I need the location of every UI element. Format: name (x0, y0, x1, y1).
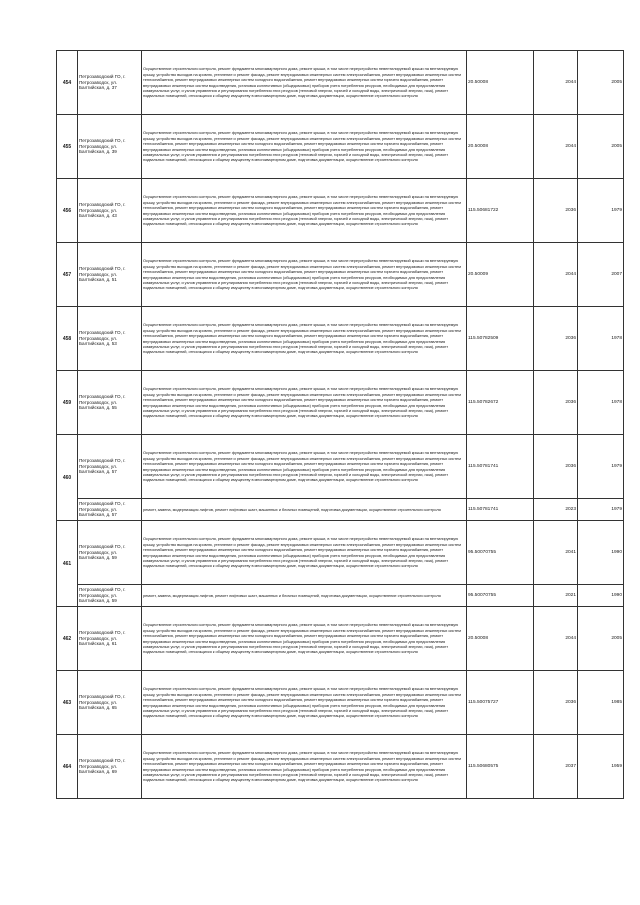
table-row (57, 735, 624, 799)
planned-year-cell: 2036 (534, 671, 578, 735)
cost-cell: 20.50008 (467, 51, 534, 115)
row-number: 464 (57, 735, 78, 799)
planned-year-cell: 2044 (534, 243, 578, 307)
works-cell: Осуществление строительного контроля, ремонт фундамента многоквартирного дома, ремонт крыши, в том числе переустройство невентилируемой крыши на вентилируемую крышу, устройство выходов на кровлю, утепление и ремонт фасада, ремонт внутридомовых инженерных систем электроснабжения, ремонт внутридомовых инженерных систем теплоснабжения, ремонт внутридомовых инженерных систем холодного водоснабжения, ремонт внутридомовых инженерных систем горячего водоснабжения, ремонт внутридомовых инженерных систем водоотведения, установка коллективных (общедомовых) приборов учета потребления ресурсов, необходимых для предоставления коммунальных услуг, и узлов управления и регулирования потребления этих ресурсов (тепловой энергии, горячей и холодной воды, электрической энергии, газа), ремонт подвальных помещений, относящихся к общему имуществу в многоквартирном доме, подготовка документации, осуществление строительного контроля (142, 243, 467, 307)
cost-cell: 95.50070755 (467, 521, 534, 585)
built-year-cell: 1959 (578, 735, 624, 799)
built-year-cell: 1985 (578, 671, 624, 735)
works-cell: Осуществление строительного контроля, ремонт фундамента многоквартирного дома, ремонт крыши, в том числе переустройство невентилируемой крыши на вентилируемую крышу, устройство выходов на кровлю, утепление и ремонт фасада, ремонт внутридомовых инженерных систем электроснабжения, ремонт внутридомовых инженерных систем теплоснабжения, ремонт внутридомовых инженерных систем холодного водоснабжения, ремонт внутридомовых инженерных систем горячего водоснабжения, ремонт внутридомовых инженерных систем водоотведения, установка коллективных (общедомовых) приборов учета потребления ресурсов, необходимых для предоставления коммунальных услуг, и узлов управления и регулирования потребления этих ресурсов (тепловой энергии, горячей и холодной воды, электрической энергии, газа), ремонт подвальных помещений, относящихся к общему имуществу в многоквартирном доме, подготовка документации, осуществление строительного контроля (142, 371, 467, 435)
table-row (57, 585, 624, 607)
built-year-cell: 1990 (578, 585, 624, 607)
address-cell: Петрозаводский ГО, г. Петрозаводск, ул. Балтийская, д. 59 (78, 585, 142, 607)
row-number: 454 (57, 51, 78, 115)
works-cell: ремонт, замена, модернизация лифтов, ремонт лифтовых шахт, машинных и блочных помещений, подготовка документации, осуществление строительного контроля (142, 585, 467, 607)
row-number: 461 (57, 521, 78, 607)
works-cell: Осуществление строительного контроля, ремонт фундамента многоквартирного дома, ремонт крыши, в том числе переустройство невентилируемой крыши на вентилируемую крышу, устройство выходов на кровлю, утепление и ремонт фасада, ремонт внутридомовых инженерных систем электроснабжения, ремонт внутридомовых инженерных систем теплоснабжения, ремонт внутридомовых инженерных систем холодного водоснабжения, ремонт внутридомовых инженерных систем горячего водоснабжения, ремонт внутридомовых инженерных систем водоотведения, установка коллективных (общедомовых) приборов учета потребления ресурсов, необходимых для предоставления коммунальных услуг, и узлов управления и регулирования потребления этих ресурсов (тепловой энергии, горячей и холодной воды, электрической энергии, газа), ремонт подвальных помещений, относящихся к общему имуществу в многоквартирном доме, подготовка документации, осуществление строительного контроля (142, 607, 467, 671)
cost-cell: 115.50781741 (467, 499, 534, 521)
built-year-cell: 1978 (578, 371, 624, 435)
planned-year-cell: 2044 (534, 115, 578, 179)
planned-year-cell: 2037 (534, 735, 578, 799)
built-year-cell: 1979 (578, 179, 624, 243)
works-cell: Осуществление строительного контроля, ремонт фундамента многоквартирного дома, ремонт крыши, в том числе переустройство невентилируемой крыши на вентилируемую крышу, устройство выходов на кровлю, утепление и ремонт фасада, ремонт внутридомовых инженерных систем электроснабжения, ремонт внутридомовых инженерных систем теплоснабжения, ремонт внутридомовых инженерных систем холодного водоснабжения, ремонт внутридомовых инженерных систем горячего водоснабжения, ремонт внутридомовых инженерных систем водоотведения, установка коллективных (общедомовых) приборов учета потребления ресурсов, необходимых для предоставления коммунальных услуг, и узлов управления и регулирования потребления этих ресурсов (тепловой энергии, горячей и холодной воды, электрической энергии, газа), ремонт подвальных помещений, относящихся к общему имуществу в многоквартирном доме, подготовка документации, осуществление строительного контроля (142, 735, 467, 799)
works-cell: Осуществление строительного контроля, ремонт фундамента многоквартирного дома, ремонт крыши, в том числе переустройство невентилируемой крыши на вентилируемую крышу, устройство выходов на кровлю, утепление и ремонт фасада, ремонт внутридомовых инженерных систем электроснабжения, ремонт внутридомовых инженерных систем теплоснабжения, ремонт внутридомовых инженерных систем холодного водоснабжения, ремонт внутридомовых инженерных систем горячего водоснабжения, ремонт внутридомовых инженерных систем водоотведения, установка коллективных (общедомовых) приборов учета потребления ресурсов, необходимых для предоставления коммунальных услуг, и узлов управления и регулирования потребления этих ресурсов (тепловой энергии, горячей и холодной воды, электрической энергии, газа), ремонт подвальных помещений, относящихся к общему имуществу в многоквартирном доме, подготовка документации, осуществление строительного контроля (142, 51, 467, 115)
address-cell: Петрозаводский ГО, г. Петрозаводск, ул. Балтийская, д. 59 (78, 521, 142, 585)
table-row (57, 499, 624, 521)
table-row (57, 607, 624, 671)
planned-year-cell: 2036 (534, 307, 578, 371)
planned-year-cell: 2036 (534, 371, 578, 435)
row-number: 458 (57, 307, 78, 371)
table-row (57, 521, 624, 585)
address-cell: Петрозаводский ГО, г. Петрозаводск, ул. Балтийская, д. 57 (78, 435, 142, 499)
built-year-cell: 1979 (578, 435, 624, 499)
planned-year-cell: 2041 (534, 521, 578, 585)
address-cell: Петрозаводский ГО, г. Петрозаводск, ул. Балтийская, д. 65 (78, 671, 142, 735)
row-number: 459 (57, 371, 78, 435)
address-cell: Петрозаводский ГО, г. Петрозаводск, ул. Балтийская, д. 53 (78, 307, 142, 371)
table-row (57, 435, 624, 499)
works-cell: Осуществление строительного контроля, ремонт фундамента многоквартирного дома, ремонт крыши, в том числе переустройство невентилируемой крыши на вентилируемую крышу, устройство выходов на кровлю, утепление и ремонт фасада, ремонт внутридомовых инженерных систем электроснабжения, ремонт внутридомовых инженерных систем теплоснабжения, ремонт внутридомовых инженерных систем холодного водоснабжения, ремонт внутридомовых инженерных систем горячего водоснабжения, ремонт внутридомовых инженерных систем водоотведения, установка коллективных (общедомовых) приборов учета потребления ресурсов, необходимых для предоставления коммунальных услуг, и узлов управления и регулирования потребления этих ресурсов (тепловой энергии, горячей и холодной воды, электрической энергии, газа), ремонт подвальных помещений, относящихся к общему имуществу в многоквартирном доме, подготовка документации, осуществление строительного контроля (142, 671, 467, 735)
cost-cell: 20.50009 (467, 243, 534, 307)
built-year-cell: 2005 (578, 607, 624, 671)
address-cell: Петрозаводский ГО, г. Петрозаводск, ул. Балтийская, д. 57 (78, 499, 142, 521)
built-year-cell: 2007 (578, 243, 624, 307)
planned-year-cell: 2036 (534, 179, 578, 243)
address-cell: Петрозаводский ГО, г. Петрозаводск, ул. Балтийская, д. 37 (78, 51, 142, 115)
cost-cell: 115.50681722 (467, 179, 534, 243)
planned-year-cell: 2036 (534, 435, 578, 499)
row-number: 463 (57, 671, 78, 735)
cost-cell: 20.50008 (467, 607, 534, 671)
works-cell: Осуществление строительного контроля, ремонт фундамента многоквартирного дома, ремонт крыши, в том числе переустройство невентилируемой крыши на вентилируемую крышу, устройство выходов на кровлю, утепление и ремонт фасада, ремонт внутридомовых инженерных систем электроснабжения, ремонт внутридомовых инженерных систем теплоснабжения, ремонт внутридомовых инженерных систем холодного водоснабжения, ремонт внутридомовых инженерных систем горячего водоснабжения, ремонт внутридомовых инженерных систем водоотведения, установка коллективных (общедомовых) приборов учета потребления ресурсов, необходимых для предоставления коммунальных услуг, и узлов управления и регулирования потребления этих ресурсов (тепловой энергии, горячей и холодной воды, электрической энергии, газа), ремонт подвальных помещений, относящихся к общему имуществу в многоквартирном доме, подготовка документации, осуществление строительного контроля (142, 307, 467, 371)
works-cell: Осуществление строительного контроля, ремонт фундамента многоквартирного дома, ремонт крыши, в том числе переустройство невентилируемой крыши на вентилируемую крышу, устройство выходов на кровлю, утепление и ремонт фасада, ремонт внутридомовых инженерных систем электроснабжения, ремонт внутридомовых инженерных систем теплоснабжения, ремонт внутридомовых инженерных систем холодного водоснабжения, ремонт внутридомовых инженерных систем горячего водоснабжения, ремонт внутридомовых инженерных систем водоотведения, установка коллективных (общедомовых) приборов учета потребления ресурсов, необходимых для предоставления коммунальных услуг, и узлов управления и регулирования потребления этих ресурсов (тепловой энергии, горячей и холодной воды, электрической энергии, газа), ремонт подвальных помещений, относящихся к общему имуществу в многоквартирном доме, подготовка документации, осуществление строительного контроля (142, 179, 467, 243)
document-page (56, 50, 622, 799)
address-cell: Петрозаводский ГО, г. Петрозаводск, ул. Балтийская, д. 55 (78, 371, 142, 435)
cost-cell: 115.50782672 (467, 371, 534, 435)
cost-cell: 115.50781741 (467, 435, 534, 499)
row-number: 460 (57, 435, 78, 521)
address-cell: Петрозаводский ГО, г. Петрозаводск, ул. Балтийская, д. 39 (78, 115, 142, 179)
planned-year-cell: 2044 (534, 607, 578, 671)
address-cell: Петрозаводский ГО, г. Петрозаводск, ул. Балтийская, д. 61 (78, 607, 142, 671)
built-year-cell: 2005 (578, 115, 624, 179)
address-cell: Петрозаводский ГО, г. Петрозаводск, ул. Балтийская, д. 51 (78, 243, 142, 307)
address-cell: Петрозаводский ГО, г. Петрозаводск, ул. Балтийская, д. 43 (78, 179, 142, 243)
built-year-cell: 1990 (578, 521, 624, 585)
built-year-cell: 1978 (578, 307, 624, 371)
row-number: 456 (57, 179, 78, 243)
table-row (57, 115, 624, 179)
works-cell: Осуществление строительного контроля, ремонт фундамента многоквартирного дома, ремонт крыши, в том числе переустройство невентилируемой крыши на вентилируемую крышу, устройство выходов на кровлю, утепление и ремонт фасада, ремонт внутридомовых инженерных систем электроснабжения, ремонт внутридомовых инженерных систем теплоснабжения, ремонт внутридомовых инженерных систем холодного водоснабжения, ремонт внутридомовых инженерных систем горячего водоснабжения, ремонт внутридомовых инженерных систем водоотведения, установка коллективных (общедомовых) приборов учета потребления ресурсов, необходимых для предоставления коммунальных услуг, и узлов управления и регулирования потребления этих ресурсов (тепловой энергии, горячей и холодной воды, электрической энергии, газа), ремонт подвальных помещений, относящихся к общему имуществу в многоквартирном доме, подготовка документации, осуществление строительного контроля (142, 521, 467, 585)
works-cell: ремонт, замена, модернизация лифтов, ремонт лифтовых шахт, машинных и блочных помещений, подготовка документации, осуществление строительного контроля (142, 499, 467, 521)
row-number: 455 (57, 115, 78, 179)
built-year-cell: 1979 (578, 499, 624, 521)
works-cell: Осуществление строительного контроля, ремонт фундамента многоквартирного дома, ремонт крыши, в том числе переустройство невентилируемой крыши на вентилируемую крышу, устройство выходов на кровлю, утепление и ремонт фасада, ремонт внутридомовых инженерных систем электроснабжения, ремонт внутридомовых инженерных систем теплоснабжения, ремонт внутридомовых инженерных систем холодного водоснабжения, ремонт внутридомовых инженерных систем горячего водоснабжения, ремонт внутридомовых инженерных систем водоотведения, установка коллективных (общедомовых) приборов учета потребления ресурсов, необходимых для предоставления коммунальных услуг, и узлов управления и регулирования потребления этих ресурсов (тепловой энергии, горячей и холодной воды, электрической энергии, газа), ремонт подвальных помещений, относящихся к общему имуществу в многоквартирном доме, подготовка документации, осуществление строительного контроля (142, 435, 467, 499)
table-row (57, 179, 624, 243)
row-number: 457 (57, 243, 78, 307)
capital-repair-table (56, 50, 624, 799)
table-row (57, 307, 624, 371)
cost-cell: 20.50008 (467, 115, 534, 179)
planned-year-cell: 2044 (534, 51, 578, 115)
cost-cell: 115.50680575 (467, 735, 534, 799)
works-cell: Осуществление строительного контроля, ремонт фундамента многоквартирного дома, ремонт крыши, в том числе переустройство невентилируемой крыши на вентилируемую крышу, устройство выходов на кровлю, утепление и ремонт фасада, ремонт внутридомовых инженерных систем электроснабжения, ремонт внутридомовых инженерных систем теплоснабжения, ремонт внутридомовых инженерных систем холодного водоснабжения, ремонт внутридомовых инженерных систем горячего водоснабжения, ремонт внутридомовых инженерных систем водоотведения, установка коллективных (общедомовых) приборов учета потребления ресурсов, необходимых для предоставления коммунальных услуг, и узлов управления и регулирования потребления этих ресурсов (тепловой энергии, горячей и холодной воды, электрической энергии, газа), ремонт подвальных помещений, относящихся к общему имуществу в многоквартирном доме, подготовка документации, осуществление строительного контроля (142, 115, 467, 179)
table-row (57, 671, 624, 735)
table-row (57, 371, 624, 435)
cost-cell: 95.50070755 (467, 585, 534, 607)
table-row (57, 51, 624, 115)
table-row (57, 243, 624, 307)
cost-cell: 115.50782509 (467, 307, 534, 371)
planned-year-cell: 2021 (534, 585, 578, 607)
row-number: 462 (57, 607, 78, 671)
planned-year-cell: 2023 (534, 499, 578, 521)
cost-cell: 115.50075727 (467, 671, 534, 735)
built-year-cell: 2005 (578, 51, 624, 115)
address-cell: Петрозаводский ГО, г. Петрозаводск, ул. Балтийская, д. 69 (78, 735, 142, 799)
